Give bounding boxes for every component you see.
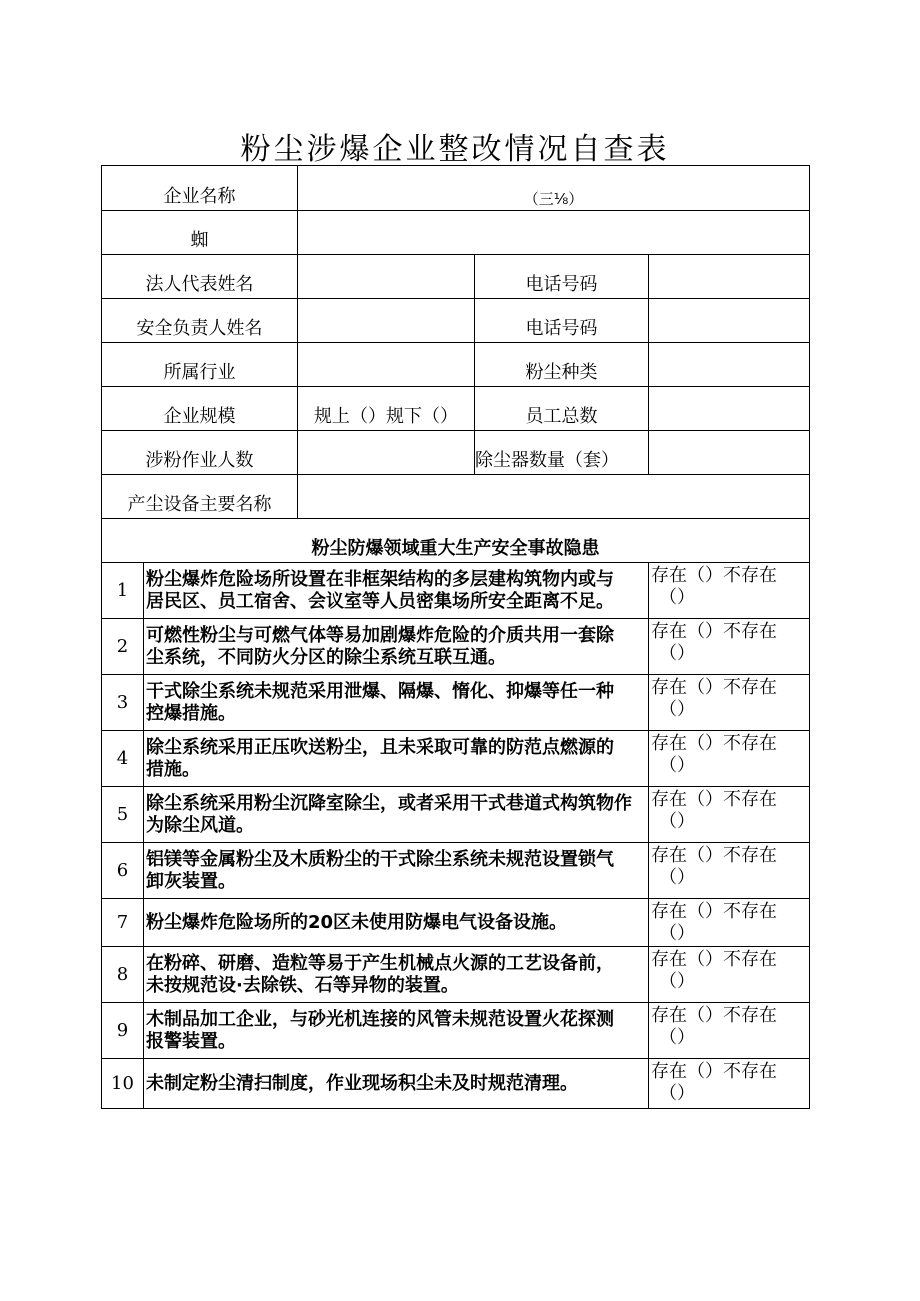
hazard-description-line: 在粉碎、研磨、造粒等易于产生机械点火源的工艺设备前， xyxy=(146,952,614,974)
hazard-description-line: 卸灰装置。 xyxy=(146,870,236,892)
hazard-list xyxy=(102,563,810,1109)
hazard-row xyxy=(102,787,810,843)
legal-rep-field[interactable] xyxy=(298,255,475,299)
hazard-description xyxy=(144,1003,649,1059)
status-exists-option[interactable]: 存在（）不存在 xyxy=(651,1005,777,1026)
industry-label: 所属行业 xyxy=(102,343,298,387)
status-not-exists-option[interactable]: （） xyxy=(659,586,695,608)
hazard-description-line: 报警装置。 xyxy=(146,1030,236,1052)
status-not-exists-option[interactable]: （） xyxy=(659,866,695,888)
status-exists-option[interactable]: 存在（）不存在 xyxy=(651,949,777,970)
hazard-description-line: 控爆措施。 xyxy=(146,702,236,724)
hazard-description xyxy=(144,843,649,899)
address-label: 蜘 xyxy=(102,211,298,255)
hazard-row xyxy=(102,619,810,675)
status-exists-option[interactable]: 存在（）不存在 xyxy=(651,677,777,698)
hazard-description-line: 可燃性粉尘与可燃气体等易加剧爆炸危险的介质共用一套除 xyxy=(146,624,614,646)
row-company-name xyxy=(102,166,810,211)
hazard-row xyxy=(102,1059,810,1109)
collector-count-label: 除尘器数量（套） xyxy=(475,431,649,475)
hazard-row xyxy=(102,731,810,787)
hazard-description-line: 未按规范设·去除铁、石等异物的装置。 xyxy=(146,974,459,996)
hazard-number: 5 xyxy=(102,787,144,843)
collector-count-field[interactable] xyxy=(649,431,810,475)
hazard-number: 9 xyxy=(102,1003,144,1059)
status-not-exists-option[interactable]: （） xyxy=(659,922,695,944)
hazard-number: 1 xyxy=(102,563,144,619)
phone-label-1: 电话号码 xyxy=(475,255,649,299)
status-not-exists-option[interactable]: （） xyxy=(659,642,695,664)
hazard-status-checkbox[interactable] xyxy=(649,675,810,731)
hazard-number: 2 xyxy=(102,619,144,675)
status-exists-option[interactable]: 存在（）不存在 xyxy=(651,789,777,810)
staff-total-field[interactable] xyxy=(649,387,810,431)
address-field[interactable] xyxy=(298,211,810,255)
company-name-field[interactable]: （三⅛） xyxy=(298,166,810,211)
hazard-description-line: 干式除尘系统未规范采用泄爆、隔爆、惰化、抑爆等任一种 xyxy=(146,680,614,702)
page-title: 粉尘涉爆企业整改情况自查表 xyxy=(240,132,670,167)
hazard-status-checkbox[interactable] xyxy=(649,619,810,675)
hazard-status-checkbox[interactable] xyxy=(649,899,810,947)
hazard-section-heading: 粉尘防爆领域重大生产安全事故隐患 xyxy=(102,519,810,563)
row-dust-workers xyxy=(102,431,810,475)
hazard-number: 10 xyxy=(102,1059,144,1109)
hazard-row xyxy=(102,843,810,899)
dust-type-field[interactable] xyxy=(649,343,810,387)
hazard-number: 3 xyxy=(102,675,144,731)
row-hazard-heading xyxy=(102,519,810,563)
scale-field[interactable]: 规上（）规下（） xyxy=(298,387,475,431)
status-exists-option[interactable]: 存在（）不存在 xyxy=(651,901,777,922)
row-legal-rep xyxy=(102,255,810,299)
phone-field-1[interactable] xyxy=(649,255,810,299)
status-not-exists-option[interactable]: （） xyxy=(659,1082,695,1104)
hazard-row xyxy=(102,675,810,731)
hazard-description-line: 粉尘爆炸危险场所的20区未使用防爆电气设备设施。 xyxy=(146,911,568,933)
self-check-form xyxy=(101,165,810,1109)
status-not-exists-option[interactable]: （） xyxy=(659,810,695,832)
hazard-description xyxy=(144,563,649,619)
hazard-description-line: 措施。 xyxy=(146,758,200,780)
hazard-status-checkbox[interactable] xyxy=(649,563,810,619)
legal-rep-label: 法人代表姓名 xyxy=(102,255,298,299)
status-exists-option[interactable]: 存在（）不存在 xyxy=(651,565,777,586)
hazard-description xyxy=(144,731,649,787)
status-not-exists-option[interactable]: （） xyxy=(659,698,695,720)
hazard-description-line: 居民区、员工宿舍、会议室等人员密集场所安全距离不足。 xyxy=(146,590,614,612)
hazard-status-checkbox[interactable] xyxy=(649,1059,810,1109)
hazard-status-checkbox[interactable] xyxy=(649,787,810,843)
status-exists-option[interactable]: 存在（）不存在 xyxy=(651,733,777,754)
company-name-label: 企业名称 xyxy=(102,166,298,211)
equipment-field[interactable] xyxy=(298,475,810,519)
hazard-description xyxy=(144,947,649,1003)
status-not-exists-option[interactable]: （） xyxy=(659,970,695,992)
hazard-number: 8 xyxy=(102,947,144,1003)
row-industry xyxy=(102,343,810,387)
hazard-number: 7 xyxy=(102,899,144,947)
status-exists-option[interactable]: 存在（）不存在 xyxy=(651,845,777,866)
hazard-number: 4 xyxy=(102,731,144,787)
status-exists-option[interactable]: 存在（）不存在 xyxy=(651,1061,777,1082)
hazard-number: 6 xyxy=(102,843,144,899)
hazard-description-line: 铝镁等金属粉尘及木质粉尘的干式除尘系统未规范设置锁气 xyxy=(146,848,614,870)
hazard-row xyxy=(102,563,810,619)
safety-lead-field[interactable] xyxy=(298,299,475,343)
dust-type-label: 粉尘种类 xyxy=(475,343,649,387)
hazard-description-line: 未制定粉尘清扫制度，作业现场积尘未及时规范清理。 xyxy=(146,1072,578,1094)
hazard-description-line: 粉尘爆炸危险场所设置在非框架结构的多层建构筑物内或与 xyxy=(146,568,614,590)
phone-label-2: 电话号码 xyxy=(475,299,649,343)
hazard-description xyxy=(144,619,649,675)
hazard-description xyxy=(144,899,649,947)
staff-total-label: 员工总数 xyxy=(475,387,649,431)
hazard-description xyxy=(144,787,649,843)
hazard-row xyxy=(102,899,810,947)
hazard-status-checkbox[interactable] xyxy=(649,731,810,787)
hazard-description xyxy=(144,1059,649,1109)
hazard-row xyxy=(102,1003,810,1059)
hazard-description-line: 为除尘风道。 xyxy=(146,814,254,836)
status-not-exists-option[interactable]: （） xyxy=(659,1026,695,1048)
status-exists-option[interactable]: 存在（）不存在 xyxy=(651,621,777,642)
status-not-exists-option[interactable]: （） xyxy=(659,754,695,776)
hazard-description-line: 除尘系统采用粉尘沉降室除尘，或者采用干式巷道式构筑物作 xyxy=(146,792,632,814)
hazard-description-line: 除尘系统采用正压吹送粉尘，且未采取可靠的防范点燃源的 xyxy=(146,736,614,758)
phone-field-2[interactable] xyxy=(649,299,810,343)
hazard-description-line: 木制品加工企业，与砂光机连接的风管未规范设置火花探测 xyxy=(146,1008,614,1030)
dust-workers-label: 涉粉作业人数 xyxy=(102,431,298,475)
equipment-label: 产尘设备主要名称 xyxy=(102,475,298,519)
industry-field[interactable] xyxy=(298,343,475,387)
row-address xyxy=(102,211,810,255)
row-safety-lead xyxy=(102,299,810,343)
scale-label: 企业规模 xyxy=(102,387,298,431)
hazard-status-checkbox[interactable] xyxy=(649,843,810,899)
row-equipment xyxy=(102,475,810,519)
hazard-status-checkbox[interactable] xyxy=(649,947,810,1003)
dust-workers-field[interactable] xyxy=(298,431,475,475)
safety-lead-label: 安全负责人姓名 xyxy=(102,299,298,343)
hazard-row xyxy=(102,947,810,1003)
hazard-status-checkbox[interactable] xyxy=(649,1003,810,1059)
hazard-description-line: 尘系统，不同防火分区的除尘系统互联互通。 xyxy=(146,646,506,668)
hazard-description xyxy=(144,675,649,731)
row-scale xyxy=(102,387,810,431)
